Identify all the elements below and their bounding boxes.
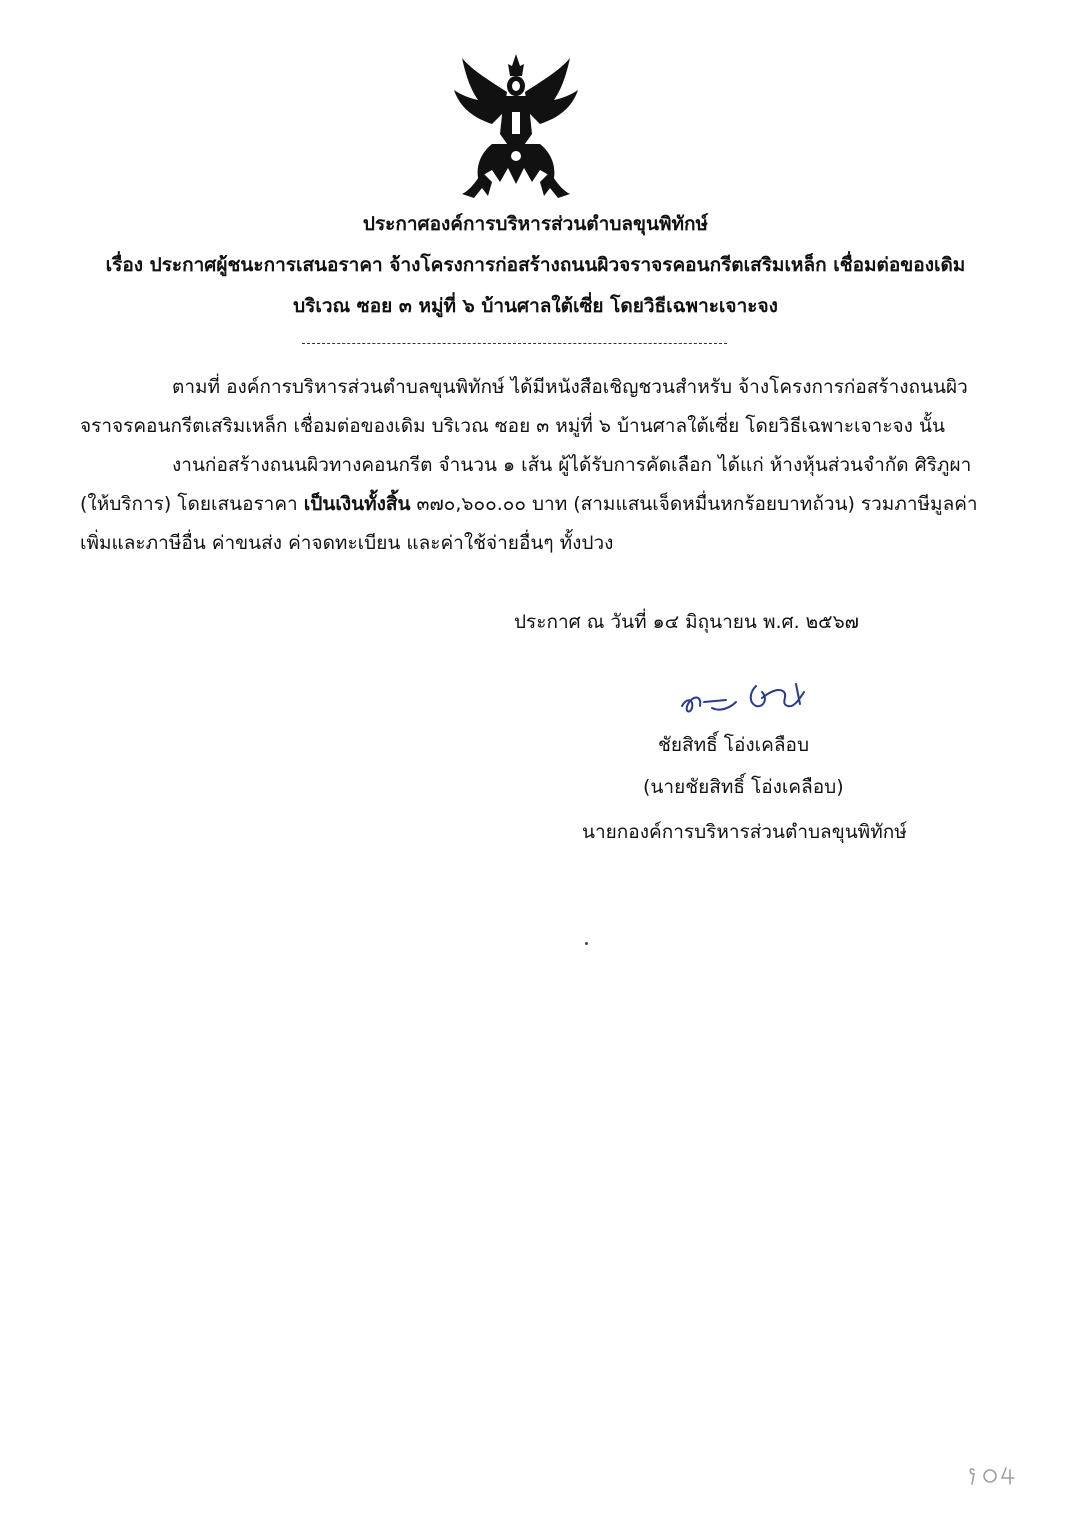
signer-full-name: (นายชัยสิทธิ์ โอ่งเคลือบ) — [643, 776, 844, 798]
handwritten-page-note — [966, 1462, 1022, 1486]
announcement-date: ประกาศ ณ วันที่ ๑๔ มิถุนายน พ.ศ. ๒๕๖๗ — [514, 611, 859, 633]
body-line-4-bold: เป็นเงินทั้งสิ้น — [303, 493, 411, 515]
body-line-4-prefix: (ให้บริการ) โดยเสนอราคา — [80, 493, 304, 515]
handwritten-signature — [676, 678, 816, 720]
title-divider — [302, 343, 727, 344]
body-line-5: เพิ่มและภาษีอื่น ค่าขนส่ง ค่าจดทะเบียน และค่าใช้จ่ายอื่นๆ ทั้งปวง — [80, 532, 614, 554]
body-line-3: งานก่อสร้างถนนผิวทางคอนกรีต จำนวน ๑ เส้น ผู้ได้รับการคัดเลือก ได้แก่ ห้างหุ้นส่วนจำกัด ศิริภูผา — [172, 454, 972, 476]
speck-mark — [585, 942, 588, 945]
body-line-4-suffix: ๓๗๐,๖๐๐.๐๐ บาท (สามแสนเจ็ดหมื่นหกร้อยบาทถ้วน) รวมภาษีมูลค่า — [410, 493, 978, 515]
body-line-2: จราจรคอนกรีตเสริมเหล็ก เชื่อมต่อของเดิม บริเวณ ซอย ๓ หมู่ที่ ๖ บ้านศาลใต้เซี่ย โดยวิธีเฉพาะเจาะจง นั้น — [80, 415, 945, 437]
signer-name: ชัยสิทธิ์ โอ่งเคลือบ — [658, 734, 809, 756]
subject-line-1: เรื่อง ประกาศผู้ชนะการเสนอราคา จ้างโครงการก่อสร้างถนนผิวจราจรคอนกรีตเสริมเหล็ก เชื่อมต่อของเดิม — [105, 254, 966, 276]
subject-line-2: บริเวณ ซอย ๓ หมู่ที่ ๖ บ้านศาลใต้เซี่ย โดยวิธีเฉพาะเจาะจง — [293, 295, 778, 317]
body-line-1: ตามที่ องค์การบริหารส่วนตำบลขุนพิทักษ์ ได้มีหนังสือเชิญชวนสำหรับ จ้างโครงการก่อสร้างถนนผิว — [172, 376, 968, 398]
signer-position: นายกองค์การบริหารส่วนตำบลขุนพิทักษ์ — [582, 821, 907, 843]
body-line-4 — [80, 489, 978, 519]
announcement-title: ประกาศองค์การบริหารส่วนตำบลขุนพิทักษ์ — [362, 213, 709, 235]
garuda-emblem-icon — [452, 52, 580, 204]
